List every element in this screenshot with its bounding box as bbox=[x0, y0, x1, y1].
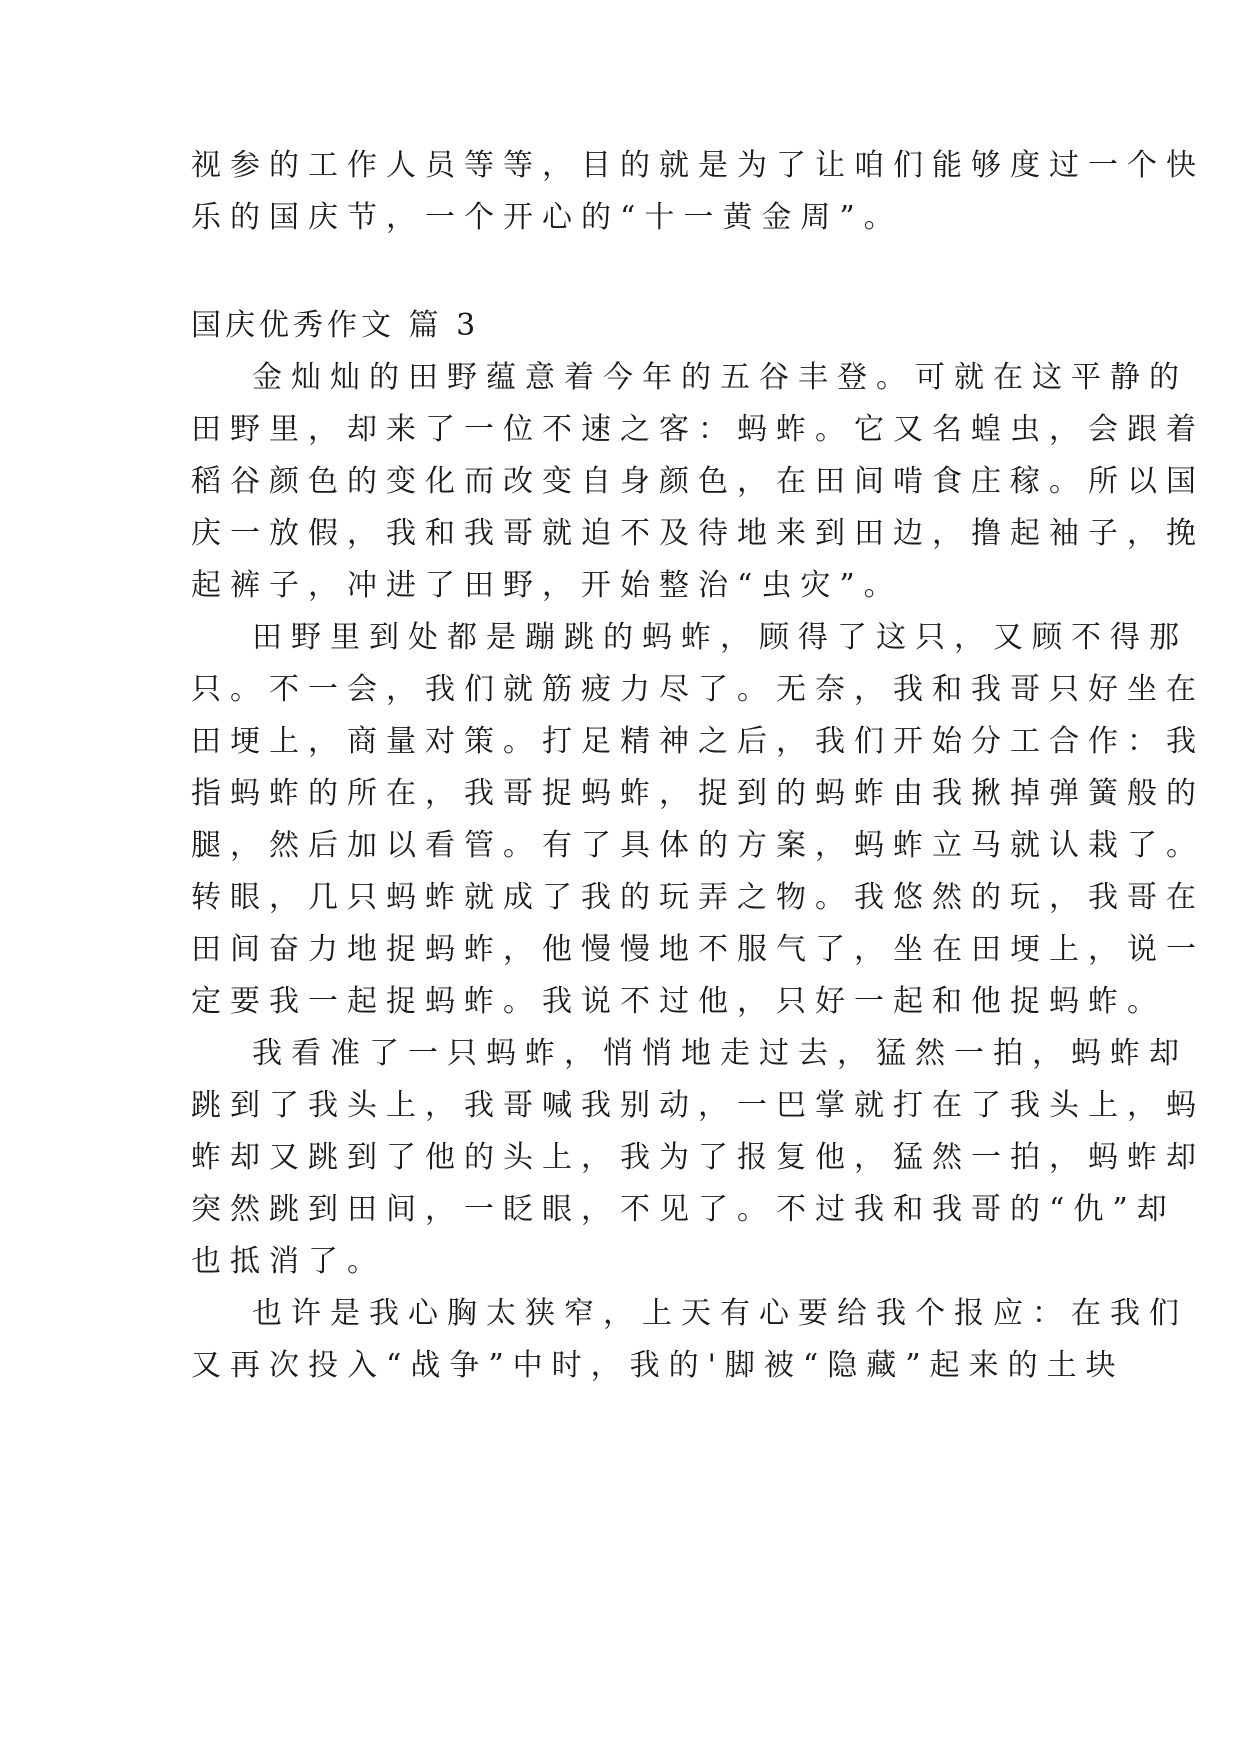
section-heading: 国庆优秀作文 篇 3 bbox=[191, 308, 480, 343]
paragraph-line: 金灿灿的田野蕴意着今年的五谷丰登。可就在这平静的 bbox=[252, 360, 1188, 395]
paragraph-line: 稻谷颜色的变化而改变自身颜色，在田间啃食庄稼。所以国 bbox=[191, 464, 1205, 499]
paragraph-line: 转眼，几只蚂蚱就成了我的玩弄之物。我悠然的玩，我哥在 bbox=[191, 880, 1205, 915]
paragraph-line: 腿，然后加以看管。有了具体的方案，蚂蚱立马就认栽了。 bbox=[191, 828, 1205, 863]
paragraph-line: 跳到了我头上，我哥喊我别动，一巴掌就打在了我头上，蚂 bbox=[191, 1088, 1205, 1123]
paragraph-line: 突然跳到田间，一眨眼，不见了。不过我和我哥的“仇”却 bbox=[191, 1192, 1176, 1227]
intro-line: 乐的国庆节，一个开心的“十一黄金周”。 bbox=[191, 200, 903, 235]
paragraph-line: 起裤子，冲进了田野，开始整治“虫灾”。 bbox=[191, 568, 903, 603]
paragraph-line: 田间奋力地捉蚂蚱，他慢慢地不服气了，坐在田埂上，说一 bbox=[191, 932, 1205, 967]
paragraph-line: 指蚂蚱的所在，我哥捉蚂蚱，捉到的蚂蚱由我揪掉弹簧般的 bbox=[191, 776, 1205, 811]
paragraph-line: 我看准了一只蚂蚱，悄悄地走过去，猛然一拍，蚂蚱却 bbox=[252, 1036, 1188, 1071]
paragraph-line: 也许是我心胸太狭窄，上天有心要给我个报应：在我们 bbox=[252, 1296, 1188, 1331]
intro-line: 视参的工作人员等等，目的就是为了让咱们能够度过一个快 bbox=[191, 148, 1205, 183]
paragraph-line: 田野里，却来了一位不速之客：蚂蚱。它又名蝗虫，会跟着 bbox=[191, 412, 1205, 447]
paragraph-line: 定要我一起捉蚂蚱。我说不过他，只好一起和他捉蚂蚱。 bbox=[191, 984, 1166, 1019]
paragraph-line: 也抵消了。 bbox=[191, 1244, 386, 1279]
paragraph-line: 蚱却又跳到了他的头上，我为了报复他，猛然一拍，蚂蚱却 bbox=[191, 1140, 1205, 1175]
paragraph-line: 田野里到处都是蹦跳的蚂蚱，顾得了这只，又顾不得那 bbox=[252, 620, 1188, 655]
paragraph-line: 庆一放假，我和我哥就迫不及待地来到田边，撸起袖子，挽 bbox=[191, 516, 1205, 551]
paragraph-line: 田埂上，商量对策。打足精神之后，我们开始分工合作：我 bbox=[191, 724, 1205, 759]
paragraph-line: 又再次投入“战争”中时，我的'脚被“隐藏”起来的土块 bbox=[191, 1348, 1125, 1383]
paragraph-line: 只。不一会，我们就筋疲力尽了。无奈，我和我哥只好坐在 bbox=[191, 672, 1205, 707]
